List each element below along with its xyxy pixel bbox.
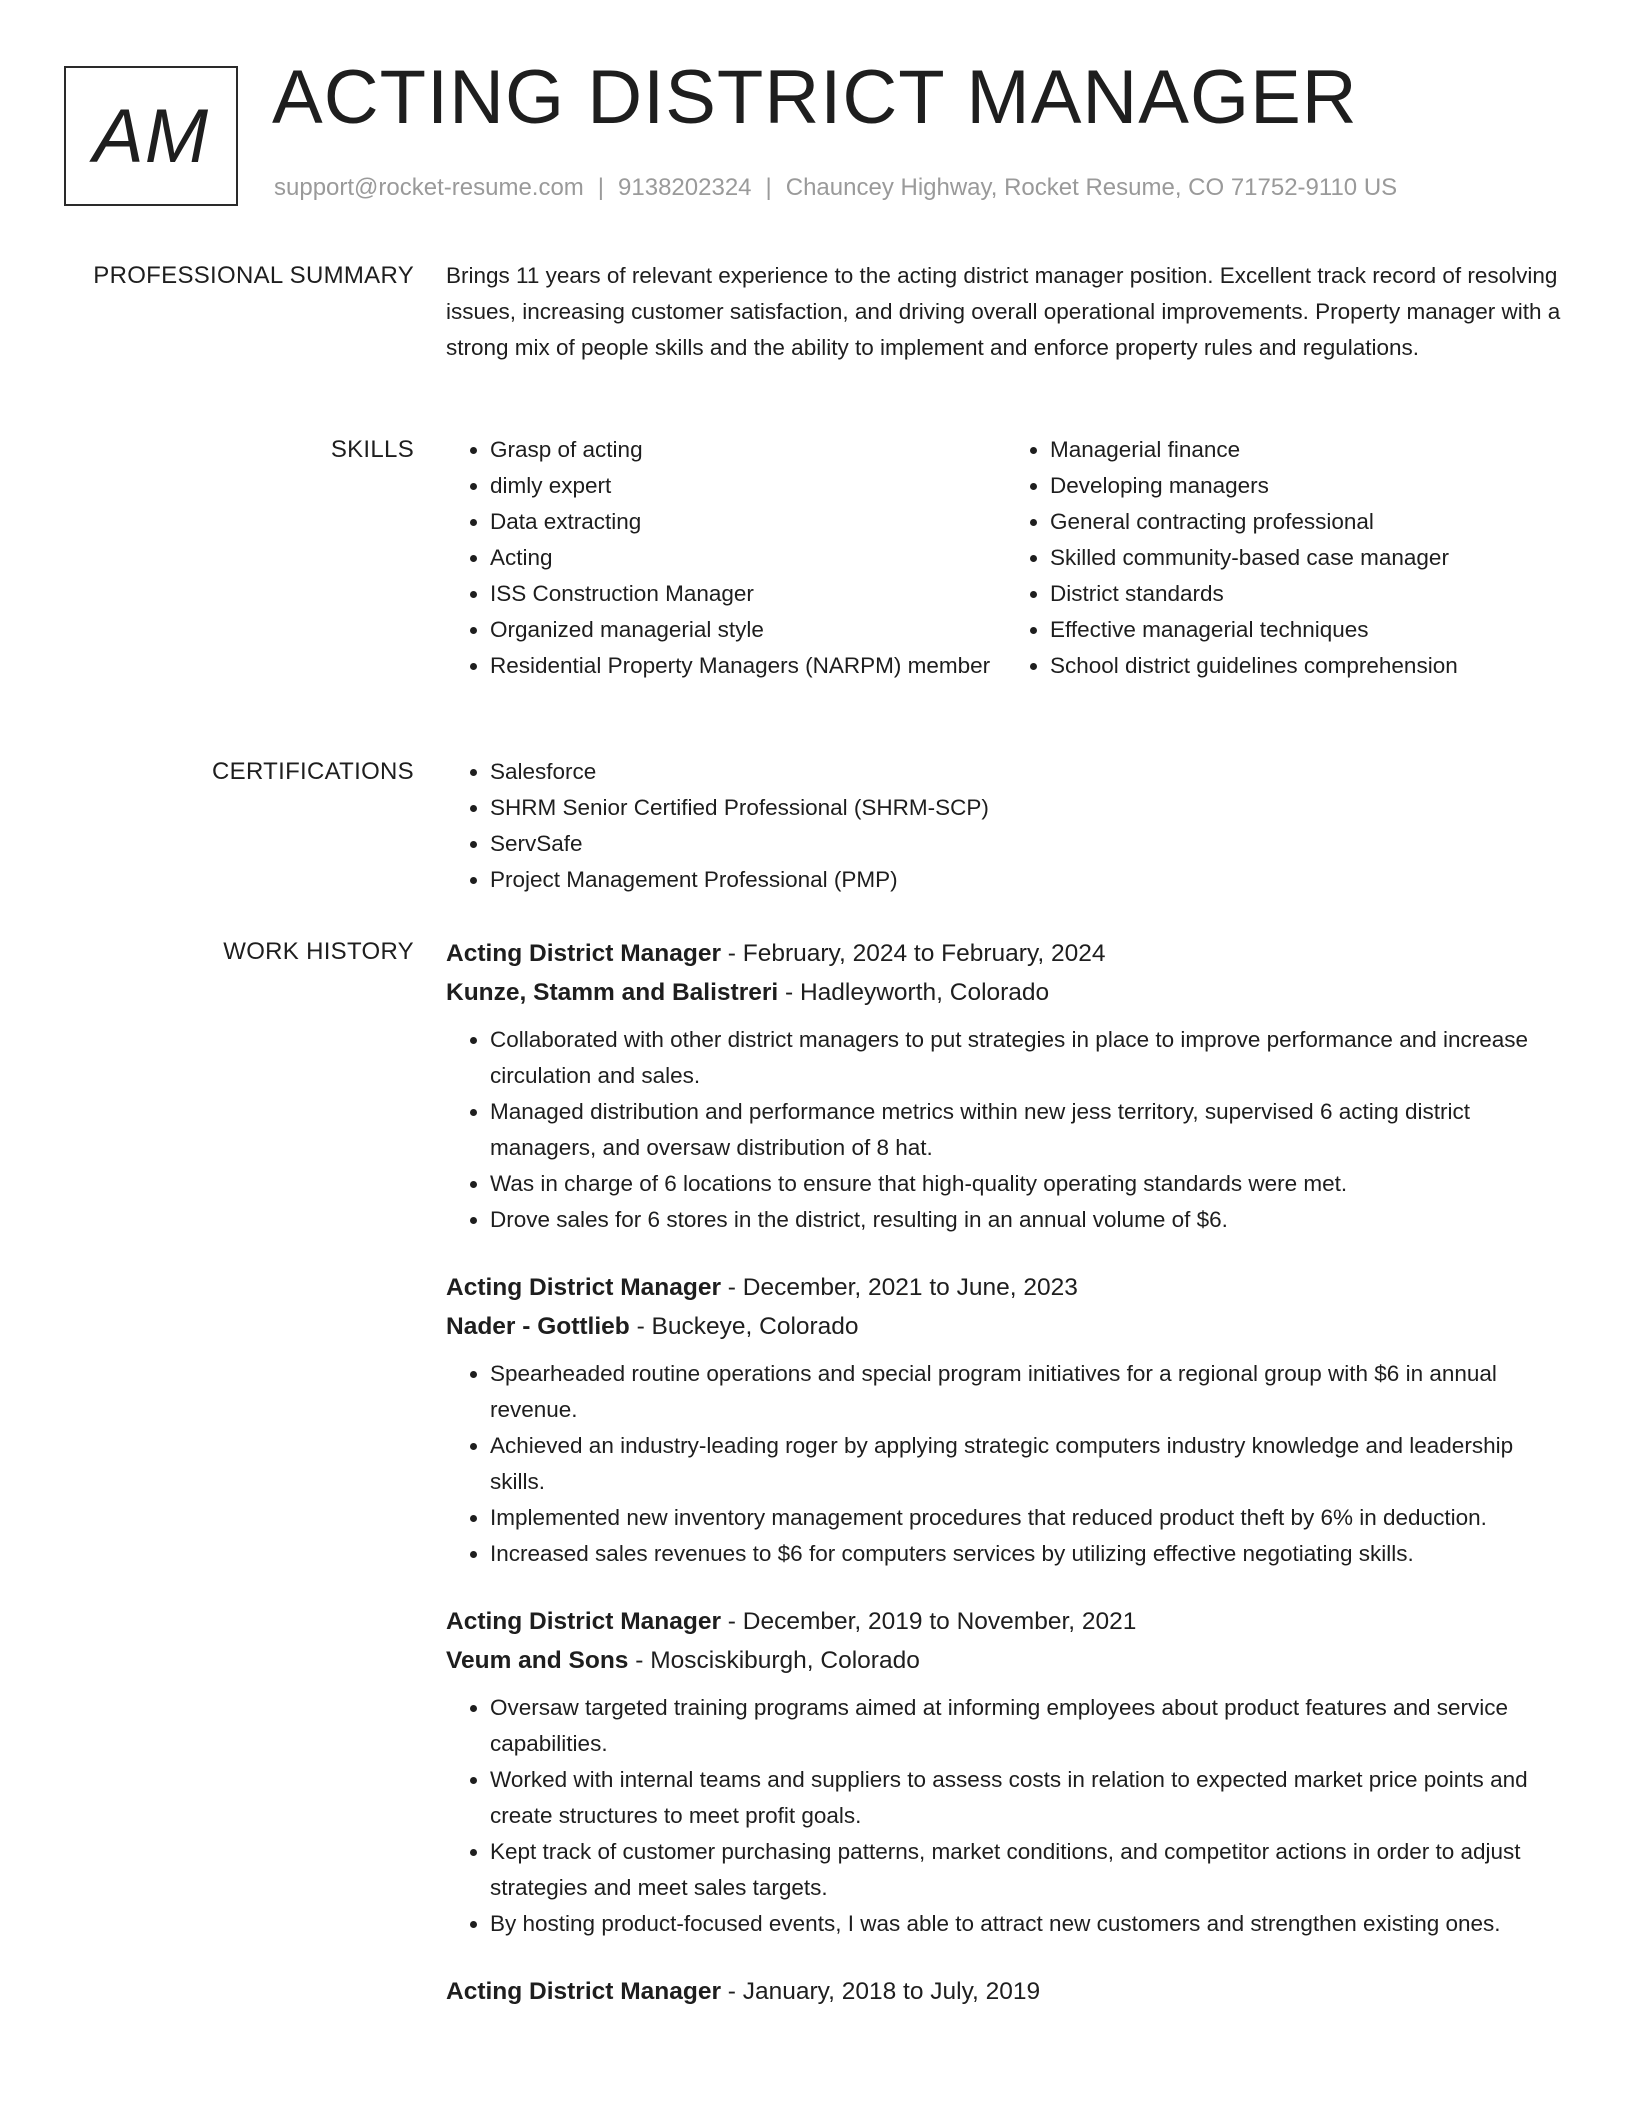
job-bullet: • Was in charge of 6 locations to ensure that high-quality operating standards were met. <box>490 1166 1566 1202</box>
job-company: Veum and Sons <box>446 1647 629 1674</box>
job-entry <box>446 1602 1566 1942</box>
job-dates: - December, 2021 to June, 2023 <box>721 1274 1078 1301</box>
certification-item: • Salesforce <box>490 754 1566 790</box>
job-title-line <box>446 1602 1566 1641</box>
skill-item: • Data extracting <box>490 504 1006 540</box>
job-bullet: • Drove sales for 6 stores in the district, resulting in an annual volume of $6. <box>490 1202 1566 1238</box>
job-company-line <box>446 1641 1566 1680</box>
certification-item: • SHRM Senior Certified Professional (SHRM-SCP) <box>490 790 1566 826</box>
job-bullets <box>446 1690 1566 1942</box>
job-entry <box>446 1268 1566 1572</box>
contact-separator: | <box>765 174 772 201</box>
job-title: Acting District Manager <box>446 1274 721 1301</box>
resume-name: ACTING DISTRICT MANAGER <box>272 55 1358 140</box>
skill-item: • Residential Property Managers (NARPM) member <box>490 648 1006 684</box>
job-entry <box>446 1972 1566 2011</box>
skill-item: • School district guidelines comprehension <box>1050 648 1566 684</box>
summary-text: Brings 11 years of relevant experience to the acting district manager position. Excellent track record of resolving issues, increasing customer satisfaction, and driving overall operational improvements. Property manager with a strong mix of people skills and the ability to implement and enforce property rules and regulations. <box>446 263 1561 360</box>
job-company: Kunze, Stamm and Balistreri <box>446 979 779 1006</box>
job-company-line <box>446 973 1566 1012</box>
job-dates: - December, 2019 to November, 2021 <box>721 1608 1137 1635</box>
job-bullet: • Achieved an industry-leading roger by applying strategic computers industry knowledge and leadership skills. <box>490 1428 1566 1500</box>
skill-item: • ISS Construction Manager <box>490 576 1006 612</box>
certification-item: • ServSafe <box>490 826 1566 862</box>
job-bullet: • Oversaw targeted training programs aimed at informing employees about product features and service capabilities. <box>490 1690 1566 1762</box>
certifications-label: CERTIFICATIONS <box>212 758 414 785</box>
contact-email[interactable]: support@rocket-resume.com <box>274 174 584 201</box>
job-title-line <box>446 1972 1566 2011</box>
certifications-body <box>446 754 1566 898</box>
skills-list-right <box>1006 432 1566 684</box>
contact-separator: | <box>597 174 605 201</box>
work-history-body <box>446 934 1566 2041</box>
job-bullet: • Implemented new inventory management procedures that reduced product theft by 6% in deduction. <box>490 1500 1566 1536</box>
monogram <box>64 66 238 206</box>
job-bullet: • Collaborated with other district managers to put strategies in place to improve performance and increase circulation and sales. <box>490 1022 1566 1094</box>
job-bullet: • Increased sales revenues to $6 for computers services by utilizing effective negotiating skills. <box>490 1536 1566 1572</box>
job-location: - Hadleyworth, Colorado <box>778 979 1050 1006</box>
job-bullet: • Worked with internal teams and suppliers to assess costs in relation to expected market price points and create structures to meet profit goals. <box>490 1762 1566 1834</box>
job-bullet: • Managed distribution and performance metrics within new jess territory, supervised 6 acting district managers, and oversaw distribution of 8 hat. <box>490 1094 1566 1166</box>
monogram-initials: AM <box>93 93 209 179</box>
skill-item: • Acting <box>490 540 1006 576</box>
job-title: Acting District Manager <box>446 940 721 967</box>
skill-item: • Organized managerial style <box>490 612 1006 648</box>
skill-item: • Effective managerial techniques <box>1050 612 1566 648</box>
job-bullets <box>446 1022 1566 1238</box>
skills-list-left <box>446 432 1006 684</box>
job-title-line <box>446 1268 1566 1307</box>
job-location: - Buckeye, Colorado <box>629 1313 859 1340</box>
skill-item: • dimly expert <box>490 468 1006 504</box>
skills-label: SKILLS <box>330 436 414 463</box>
job-entry <box>446 934 1566 1238</box>
job-company-line <box>446 1307 1566 1346</box>
job-location: - Mosciskiburgh, Colorado <box>628 1647 920 1674</box>
skill-item: • General contracting professional <box>1050 504 1566 540</box>
skill-item: • Skilled community-based case manager <box>1050 540 1566 576</box>
job-company: Nader - Gottlieb <box>446 1313 630 1340</box>
contact-address: Chauncey Highway, Rocket Resume, CO 71752-9110 US <box>785 174 1398 201</box>
job-bullet: • Kept track of customer purchasing patterns, market conditions, and competitor actions in order to adjust strategies and meet sales targets. <box>490 1834 1566 1906</box>
skill-item: • Developing managers <box>1050 468 1566 504</box>
job-title: Acting District Manager <box>446 1978 721 2005</box>
skills-body <box>446 432 1566 684</box>
job-dates: - January, 2018 to July, 2019 <box>721 1978 1041 2005</box>
job-title: Acting District Manager <box>446 1608 721 1635</box>
job-bullet: • By hosting product-focused events, I was able to attract new customers and strengthen existing ones. <box>490 1906 1566 1942</box>
work-history-label: WORK HISTORY <box>223 938 414 965</box>
skill-item: • Grasp of acting <box>490 432 1006 468</box>
job-title-line <box>446 934 1566 973</box>
job-bullet: • Spearheaded routine operations and special program initiatives for a regional group with $6 in annual revenue. <box>490 1356 1566 1428</box>
skill-item: • Managerial finance <box>1050 432 1566 468</box>
skill-item: • District standards <box>1050 576 1566 612</box>
job-dates: - February, 2024 to February, 2024 <box>721 940 1106 967</box>
certification-item: • Project Management Professional (PMP) <box>490 862 1566 898</box>
summary-body <box>446 258 1566 366</box>
job-bullets <box>446 1356 1566 1572</box>
contact-line <box>274 174 1397 202</box>
certifications-list <box>446 754 1566 898</box>
summary-label: PROFESSIONAL SUMMARY <box>93 262 414 289</box>
contact-phone[interactable]: 9138202324 <box>618 174 752 201</box>
